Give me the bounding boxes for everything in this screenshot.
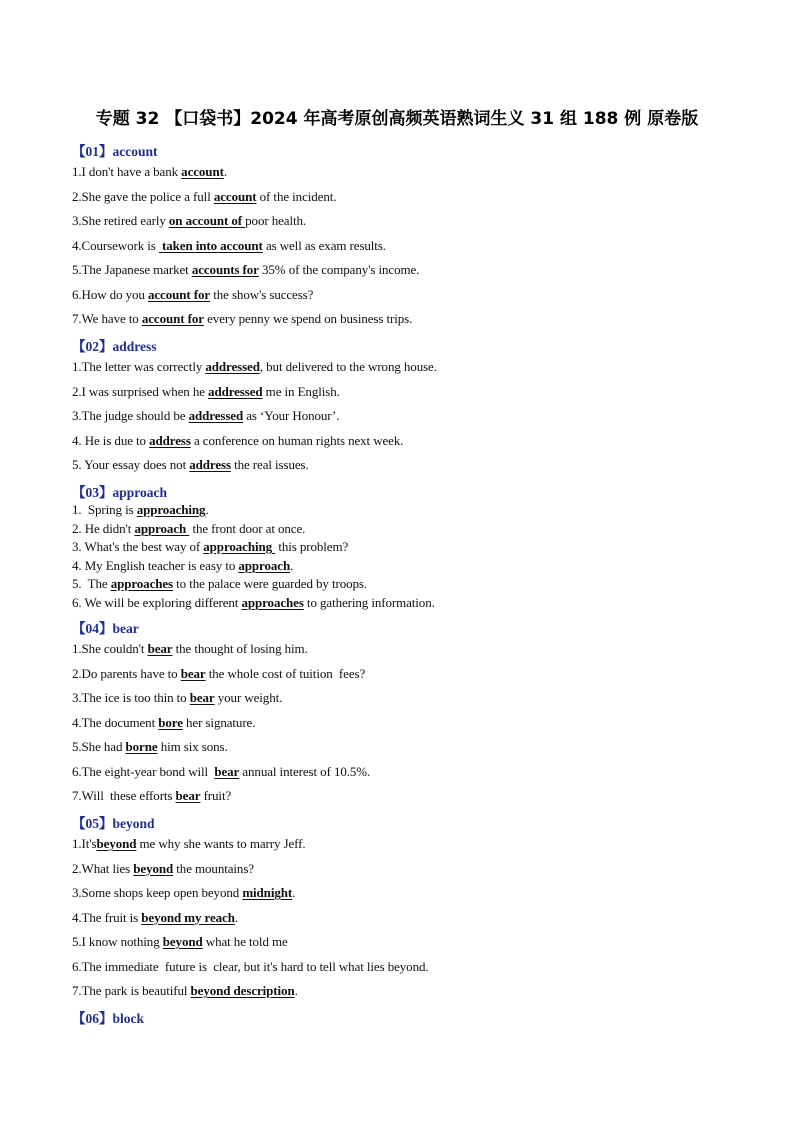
keyword-underlined: approaching [136,502,206,517]
keyword-underlined: beyond [96,836,137,851]
sentence-text: 7.We have to [72,311,142,326]
keyword-underlined: approach [238,557,291,573]
sentence-text: 1.She couldn't [72,641,148,656]
sentence-text: . [223,164,227,179]
keyword-underlined: beyond [162,934,203,949]
example-sentence [72,539,732,555]
example-sentence [72,457,732,473]
sentence-text: the real issues. [230,457,309,472]
example-sentence [72,690,732,706]
sentence-text: your weight. [214,690,283,705]
example-sentence [72,433,732,449]
sentence-text: as ‘Your Honour’. [243,408,340,423]
example-sentence [72,983,732,999]
example-sentence [72,262,732,278]
sentence-text: every penny we spend on business trips. [203,311,413,326]
sentence-text: the thought of losing him. [172,641,308,656]
sentence-text: 1.I don't have a bank [72,164,182,179]
keyword-underlined: addressed [188,408,244,423]
sentence-text: of the incident. [256,188,337,204]
example-sentence [72,558,732,574]
sentence-text: 4.Coursework is [72,237,159,253]
sentence-text: poor health. [245,213,307,228]
sentence-text: 2.Do parents have to [72,665,181,681]
example-sentence [72,576,732,592]
example-sentence [72,311,732,327]
sentence-text: 4.The document [72,714,159,730]
keyword-underlined: approaching [203,539,276,554]
example-sentence [72,521,732,537]
keyword-underlined: taken into account [158,237,263,253]
keyword-underlined: account [213,188,257,204]
section-heading: 【04】bear [72,621,139,636]
sentence-text: the show's success? [210,286,314,302]
example-sentence [72,715,732,731]
sentence-text: 1.The letter was correctly [72,359,206,374]
keyword-underlined: midnight [242,885,293,900]
sentence-text: 3.She retired early [72,213,169,228]
example-sentence [72,959,732,975]
sentence-text: 3. What's the best way of [72,539,204,554]
keyword-underlined: approaches [110,576,174,591]
sentence-text: 6.How do you [72,286,148,302]
sentence-text: the front door at once. [189,520,306,536]
keyword-underlined: bear [180,665,206,681]
section-heading: 【03】approach [72,485,168,500]
example-sentence [72,861,732,877]
example-sentence [72,641,732,657]
sentence-text: a conference on human rights next week. [190,432,404,448]
keyword-underlined: approaches [241,594,304,610]
sentence-text: . [294,983,298,998]
section-heading: 【05】beyond [72,816,155,831]
sentence-text: 3.The judge should be [72,408,189,423]
example-sentence [72,836,732,852]
example-sentence [72,287,732,303]
sentence-text: 2.What lies [72,860,134,876]
example-sentence [72,384,732,400]
sentence-text: fruit? [200,788,232,803]
sentence-text: the mountains? [173,860,254,876]
sentence-text: 2.I was surprised when he [72,383,209,399]
sentence-text: 1. Spring is [72,502,137,517]
example-sentence [72,910,732,926]
sentence-text: 5.She had [72,739,126,754]
sentence-text: as well as exam results. [262,237,386,253]
keyword-underlined: approach [134,520,190,536]
sentence-text: annual interest of 10.5%. [239,763,371,779]
keyword-underlined: addressed [208,383,263,399]
sentence-text: 4. My English teacher is easy to [72,557,239,573]
sentence-text: 6.The immediate future is clear, but it's hard to tell what lies beyond. [72,958,429,974]
sentence-text: 5.The Japanese market [72,262,192,277]
sentence-text: this problem? [275,539,349,554]
section-heading: 【01】account [72,144,158,159]
sentence-text: . [205,502,209,517]
example-sentence [72,885,732,901]
sentence-text: 7.Will these efforts [72,788,176,803]
sentence-text: . [290,557,294,573]
sentence-text: 6. We will be exploring different [72,594,242,610]
sentence-text: to gathering information. [303,594,435,610]
sentence-text: the whole cost of tuition fees? [205,665,366,681]
sentence-text: 1.It's [72,836,97,851]
sentence-text: . [292,885,296,900]
sentence-text: . [234,909,239,925]
example-sentence [72,739,732,755]
keyword-underlined: account [181,164,224,179]
sentence-text: what he told me [202,934,288,949]
keyword-underlined: bore [158,714,183,730]
example-sentence [72,164,732,180]
sentence-text: 3.Some shops keep open beyond [72,885,243,900]
keyword-underlined: bear [175,788,201,803]
example-sentence [72,788,732,804]
keyword-underlined: bear [214,763,240,779]
sentence-text: me why she wants to marry Jeff. [136,836,306,851]
keyword-underlined: beyond [133,860,174,876]
sentence-text: , but delivered to the wrong house. [259,359,437,374]
sentence-text: 2.She gave the police a full [72,188,214,204]
example-sentence [72,764,732,780]
example-sentence [72,189,732,205]
sentence-text: 5. The [72,576,111,591]
keyword-underlined: accounts for [191,262,259,277]
keyword-underlined: on account of [168,213,246,228]
example-sentence [72,408,732,424]
keyword-underlined: borne [125,739,158,754]
section-heading: 【06】block [72,1011,145,1026]
sentence-text: 6.The eight-year bond will [72,763,215,779]
page-title: 专题 32 【口袋书】2024 年高考原创高频英语熟词生义 31 组 188 例 原卷版 [95,109,699,129]
sentence-text: 5.I know nothing [72,934,163,949]
keyword-underlined: beyond description [190,983,295,998]
sentence-text: 4. He is due to [72,432,150,448]
sentence-text: him six sons. [157,739,228,754]
sentence-text: me in English. [262,383,340,399]
sentence-text: her signature. [182,714,256,730]
keyword-underlined: beyond my reach [141,909,235,925]
example-sentence [72,666,732,682]
example-sentence [72,359,732,375]
sentence-text: 5. Your essay does not [72,457,190,472]
keyword-underlined: address [149,432,191,448]
example-sentence [72,238,732,254]
example-sentence [72,502,732,518]
example-sentence [72,213,732,229]
sentence-text: to the palace were guarded by troops. [173,576,368,591]
example-sentence [72,595,732,611]
sentence-text: 35% of the company's income. [258,262,420,277]
sentence-text: 4.The fruit is [72,909,142,925]
sentence-text: 3.The ice is too thin to [72,690,190,705]
keyword-underlined: addressed [205,359,260,374]
section-heading: 【02】address [72,339,157,354]
keyword-underlined: account for [141,311,204,326]
keyword-underlined: bear [147,641,173,656]
example-sentence [72,934,732,950]
keyword-underlined: bear [189,690,215,705]
sentence-text: 2. He didn't [72,520,135,536]
sentence-text: 7.The park is beautiful [72,983,191,998]
keyword-underlined: account for [147,286,211,302]
keyword-underlined: address [189,457,231,472]
